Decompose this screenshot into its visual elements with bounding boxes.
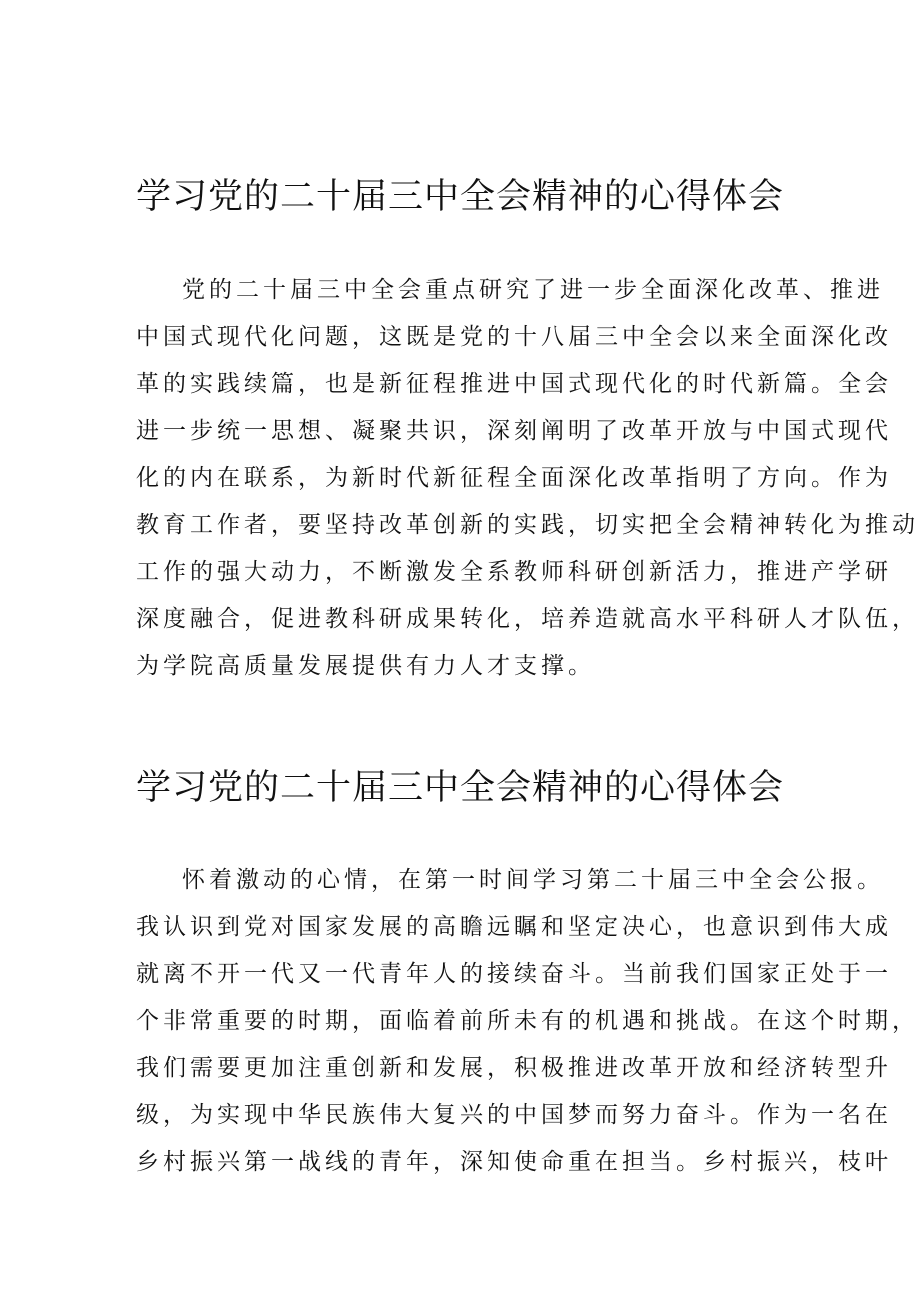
section-2-line: 级，为实现中华民族伟大复兴的中国梦而努力奋斗。作为一名在 — [136, 1102, 892, 1128]
section-1-line: 为学院高质量发展提供有力人才支撑。 — [136, 653, 595, 679]
section-1-line: 革的实践续篇，也是新征程推进中国式现代化的时代新篇。全会 — [136, 371, 892, 397]
section-1-line: 进一步统一思想、凝聚共识，深刻阐明了改革开放与中国式现代 — [136, 418, 892, 444]
section-1-line: 化的内在联系，为新时代新征程全面深化改革指明了方向。作为 — [136, 465, 892, 491]
section-1-title: 学习党的二十届三中全会精神的心得体会 — [135, 177, 784, 217]
section-2-line: 乡村振兴第一战线的青年，深知使命重在担当。乡村振兴，枝叶 — [136, 1149, 892, 1175]
section-2-line: 我们需要更加注重创新和发展，积极推进改革开放和经济转型升 — [136, 1055, 892, 1081]
section-2-line: 怀着激动的心情，在第一时间学习第二十届三中全会公报。 — [182, 867, 884, 893]
section-2-line: 就离不开一代又一代青年人的接续奋斗。当前我们国家正处于一 — [136, 961, 892, 987]
section-2-line: 我认识到党对国家发展的高瞻远瞩和坚定决心，也意识到伟大成 — [136, 914, 892, 940]
section-2-body — [136, 857, 919, 1186]
section-2-line: 个非常重要的时期，面临着前所未有的机遇和挑战。在这个时期， — [136, 1008, 919, 1034]
section-1-line: 中国式现代化问题，这既是党的十八届三中全会以来全面深化改 — [136, 324, 892, 350]
section-1-line: 深度融合，促进教科研成果转化，培养造就高水平科研人才队伍， — [136, 606, 919, 632]
section-1-line: 党的二十届三中全会重点研究了进一步全面深化改革、推进 — [182, 277, 884, 303]
section-1-body — [136, 267, 919, 690]
section-2-title: 学习党的二十届三中全会精神的心得体会 — [135, 768, 784, 808]
section-1-line: 教育工作者，要坚持改革创新的实践，切实把全会精神转化为推动 — [136, 512, 919, 538]
section-1-line: 工作的强大动力，不断激发全系教师科研创新活力，推进产学研 — [136, 559, 892, 585]
